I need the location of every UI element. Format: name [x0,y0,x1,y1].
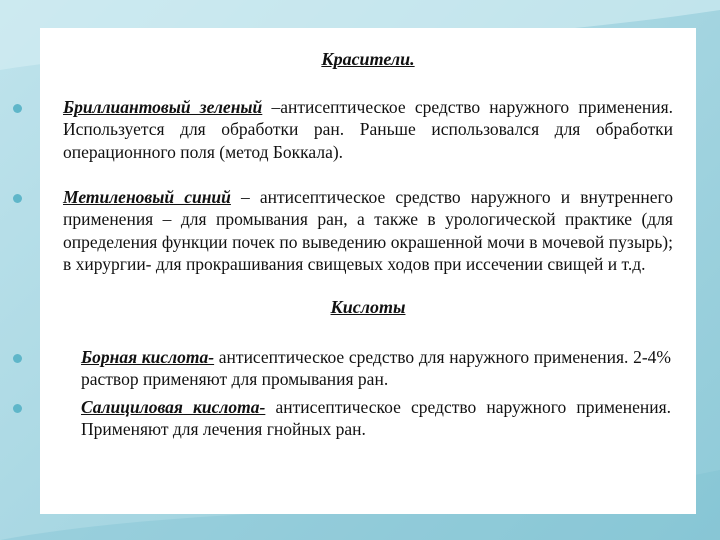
list-item-salicylic-acid [81,396,671,441]
description-brilliant-green: –антисептическое средство наружного применения. Используется для обработки ран. Раньше использовался для обработки операционного поля (метод Боккала). [63,97,673,162]
list-item-methylene-blue [63,186,673,275]
description-methylene-blue: – антисептическое средство наружного и внутреннего применения – для промывания ран, а также в урологической практике (для определения функции почек по выведению окрашенной мочи в мочевой пузырь); в хирургии- для прокрашивания свищевых ходов при иссечении свищей и т.д. [63,187,673,274]
description-boric-acid: антисептическое средство для наружного применения. 2-4% раствор применяют для промывания ран. [81,347,671,390]
term-brilliant-green: Бриллиантовый зеленый [63,97,263,117]
list-item-boric-acid [81,346,671,391]
term-boric-acid: Борная кислота- [81,347,215,367]
list-item-brilliant-green [63,96,673,163]
bullet-icon [13,194,22,203]
bullet-icon [13,104,22,113]
section-title-dyes: Красители. [321,49,415,69]
description-salicylic-acid: антисептическое средство наружного применения. Применяют для лечения гнойных ран. [81,397,671,440]
bullet-icon [13,354,22,363]
term-salicylic-acid: Салициловая кислота- [81,397,266,417]
section-title-acids: Кислоты [330,297,406,317]
content-page [40,28,696,514]
term-methylene-blue: Метиленовый синий [63,187,231,207]
bullet-icon [13,404,22,413]
